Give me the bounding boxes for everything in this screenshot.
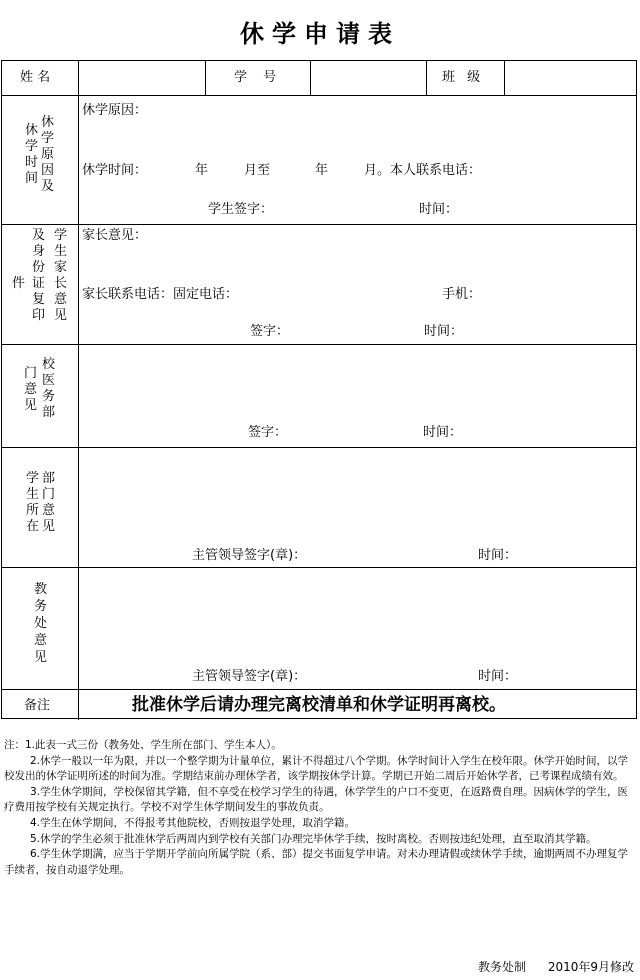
student-id-label: 学 号 (234, 70, 283, 85)
student-phone-label: 月。本人联系电话： (364, 163, 482, 178)
remarks-text: 批准休学后请办理完离校清单和休学证明再离校。 (132, 695, 506, 715)
leave-time-label: 休学时间： (82, 163, 148, 178)
year-end-label: 年 (315, 163, 329, 178)
section4-label-col-a: 学生所在 (26, 471, 40, 534)
footer-revised: 2010年9月修改 (547, 960, 634, 974)
section3-label-col-a: 门意见 (24, 366, 38, 413)
section5-label: 教务处意见 (34, 582, 48, 665)
academic-office-sign-label: 主管领导签字(章)： (192, 669, 307, 684)
reason-label: 休学原因： (82, 103, 148, 118)
section2-label-col-a: 件 (12, 276, 26, 291)
note-item: 注：1.此表一式三份（教务处、学生所在部门、学生本人）。 (4, 739, 282, 751)
parent-opinion-label: 家长意见： (82, 228, 148, 243)
department-sign-time-label: 时间： (478, 548, 518, 563)
student-sign-time-label: 时间： (419, 202, 459, 217)
parent-sign-label: 签字： (250, 324, 290, 339)
section1-label-col-b: 休学原因及 (41, 115, 55, 194)
footer (460, 958, 634, 975)
class-label: 班 级 (442, 70, 485, 85)
department-sign-label: 主管领导签字(章)： (192, 548, 307, 563)
note-item: 6.学生休学期满，应当于学期开学前向所属学院（系、部）提交书面复学申请。对未办理请假或续休学手续，逾期两周不办理复学手续者，按自动退学处理。 (4, 848, 629, 876)
footer-issuer: 教务处制 (477, 960, 526, 974)
medical-sign-label: 签字： (248, 425, 288, 440)
section4-label-col-b: 部门意见 (42, 471, 56, 534)
month-to-label: 月至 (244, 163, 271, 178)
class-field[interactable] (507, 62, 635, 94)
year-start-label: 年 (195, 163, 209, 178)
student-id-field[interactable] (313, 62, 423, 94)
parent-sign-time-label: 时间： (424, 324, 464, 339)
academic-office-sign-time-label: 时间： (478, 669, 518, 684)
note-item: 5.休学的学生必须于批准休学后两周内到学校有关部门办理完毕休学手续，按时离校。否则按违纪处理，直至取消其学籍。 (30, 832, 597, 845)
leave-application-form (1, 60, 637, 719)
remarks-label: 备注 (24, 698, 51, 713)
section1-label-col-a: 休学时间 (25, 123, 39, 186)
section2-label-col-b: 及身份证复印 (32, 228, 46, 323)
note-item: 4.学生在休学期间，不得报考其他院校，否则按退学处理，取消学籍。 (30, 816, 356, 829)
section2-label-col-c: 学生家长意见 (54, 228, 68, 323)
note-item: 3.学生休学期间，学校保留其学籍，但不享受在校学习学生的待遇，休学学生的户口不变更，在返路费自理。因病休学的学生，医疗费用按学校有关规定执行。学校不对学生休学期间发生的事故负责。 (4, 785, 629, 814)
section3-label-col-b: 校医务部 (42, 357, 56, 420)
medical-sign-time-label: 时间： (423, 425, 463, 440)
name-field[interactable] (82, 62, 202, 94)
form-title: 休学申请表 (240, 20, 400, 48)
parent-phone-label: 家长联系电话：固定电话： (82, 287, 239, 302)
parent-mobile-label: 手机： (442, 287, 482, 302)
student-sign-label: 学生签字： (208, 202, 274, 217)
notes-section (4, 738, 634, 878)
note-item: 2.休学一般以一年为限，并以一个整学期为计量单位，累计不得超过八个学期。休学时间计入学生在校年限。休学开始时间，以学校发出的休学证明所述的时间为准。学期结束前办理休学者，该学期按休学计算。学期已开始二周后开始休学者，已考课程成绩有效。 (4, 754, 629, 783)
name-label: 姓 名 (20, 70, 51, 85)
